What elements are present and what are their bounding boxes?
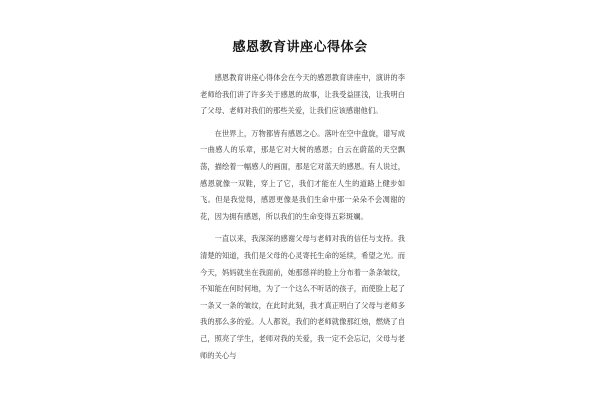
document-body	[200, 70, 405, 364]
paragraph-1: 感恩教育讲座心得体会在今天的感恩教育讲座中，演讲的李老师给我们讲了许多关于感恩的故事，让我受益匪浅，让我明白了父母、老师对我们的那些关爱，让我们应该感谢他们。	[200, 73, 405, 116]
paragraph-2: 在世界上，万物都皆有感恩之心。落叶在空中盘旋，谱写成一曲感人的乐章，那是它对大树的感恩；白云在蔚蓝的天空飘荡，描绘着一幅感人的画面，那是它对蓝天的感恩。有人说过，感恩就像一双鞋，穿上了它，我们才能在人生的道路上健步如飞。但是我觉得，感恩更像是我们生命中那一朵朵不会凋谢的花，因为拥有感恩，所以我们的生命变得五彩斑斓。	[200, 128, 405, 221]
document-title: 感恩教育讲座心得体会	[232, 40, 368, 55]
paragraph-3: 一直以来，我深深的感谢父母与老师对我的信任与支持。我清楚的知道，我们是父母的心灵寄托生命的延续，希望之光。而今天，妈妈就坐在我面前，她那慈祥的脸上分布着一条条皱纹，不知能在何时何地，为了一个这么不听话的孩子，而使脸上起了一条又一条的皱纹，在此时此刻，我才真正明白了父母与老师多我的那么多的爱。人人都说，我们的老师就像那红烛，燃烧了自己，照亮了学生，老师对我的关爱，我一定不会忘记，父母与老师的关心与	[200, 234, 405, 360]
